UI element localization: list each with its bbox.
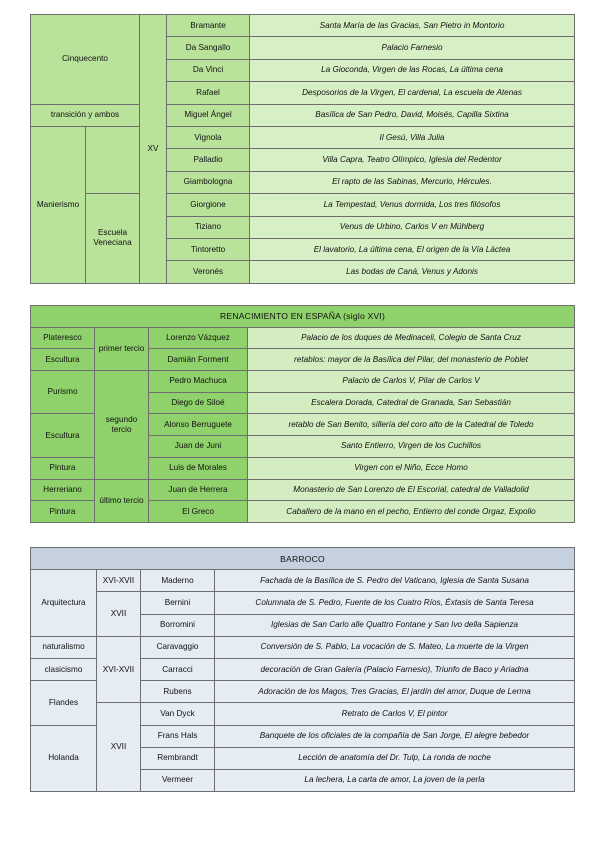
- artist-cell: Tintoretto: [167, 238, 250, 260]
- group-manierismo: Manierismo: [31, 126, 86, 283]
- table-row: [31, 570, 575, 592]
- table-row: [31, 592, 575, 614]
- style-cell: Holanda: [31, 725, 97, 792]
- table-row: [31, 327, 575, 349]
- century-cell: XVI-XVII: [97, 570, 141, 592]
- artist-cell: Rembrandt: [141, 747, 215, 769]
- works-cell: Banquete de los oficiales de la compañía de San Jorge, El alegre bebedor: [215, 725, 575, 747]
- period-cell: primer tercio: [95, 327, 149, 370]
- style-cell: Purismo: [31, 371, 95, 414]
- artist-cell: Da Sangallo: [167, 37, 250, 59]
- group-cinquecento: Cinquecento: [31, 15, 140, 105]
- table-row: [31, 15, 575, 37]
- century-cell: XVII: [97, 703, 141, 792]
- table-row: [31, 371, 575, 393]
- works-cell: La Gioconda, Virgen de las Rocas, La última cena: [250, 59, 575, 81]
- works-cell: Caballero de la mano en el pecho, Entierro del conde Orgaz, Expolio: [248, 501, 575, 523]
- artist-cell: Rubens: [141, 681, 215, 703]
- artist-cell: Juan de Herrera: [149, 479, 248, 501]
- works-cell: Iglesias de San Carlo alle Quattro Fontane y San Ivo della Sapienza: [215, 614, 575, 636]
- style-cell: naturalismo: [31, 636, 97, 658]
- works-cell: El lavatorio, La última cena, El origen de la Vía Láctea: [250, 238, 575, 260]
- works-cell: El rapto de las Sabinas, Mercurio, Hércules.: [250, 171, 575, 193]
- works-cell: decoración de Gran Galería (Palacio Farnesio), Triunfo de Baco y Ariadna: [215, 658, 575, 680]
- works-cell: Basílica de San Pedro, David, Moisés, Capilla Sixtina: [250, 104, 575, 126]
- group-transicion: transición y ambos: [31, 104, 140, 126]
- works-cell: Fachada de la Basílica de S. Pedro del Vaticano, Iglesia de Santa Susana: [215, 570, 575, 592]
- artist-cell: Veronés: [167, 261, 250, 283]
- works-cell: retablos: mayor de la Basílica del Pilar, del monasterio de Poblet: [248, 349, 575, 371]
- works-cell: Lección de anatomía del Dr. Tulp, La ronda de noche: [215, 747, 575, 769]
- artist-cell: Bramante: [167, 15, 250, 37]
- artist-cell: Lorenzo Vázquez: [149, 327, 248, 349]
- artist-cell: Van Dyck: [141, 703, 215, 725]
- works-cell: Las bodas de Caná, Venus y Adonis: [250, 261, 575, 283]
- works-cell: La Tempestad, Venus dormida, Los tres filósofos: [250, 194, 575, 216]
- artist-cell: Rafael: [167, 82, 250, 104]
- works-cell: retablo de San Benito, sillería del coro alto de la Catedral de Toledo: [248, 414, 575, 436]
- table-title: BARROCO: [31, 548, 575, 570]
- group-escuela-veneciana: Escuela Veneciana: [86, 194, 140, 284]
- works-cell: Virgen con el Niño, Ecce Homo: [248, 457, 575, 479]
- style-cell: Herreriano: [31, 479, 95, 501]
- artist-cell: Giambologna: [167, 171, 250, 193]
- works-cell: Palacio de Carlos V, Pilar de Carlos V: [248, 371, 575, 393]
- works-cell: Villa Capra, Teatro Olímpico, Iglesia del Redentor: [250, 149, 575, 171]
- artist-cell: Frans Hals: [141, 725, 215, 747]
- style-cell: clasicismo: [31, 658, 97, 680]
- artist-cell: El Greco: [149, 501, 248, 523]
- works-cell: Palacio de los duques de Medinaceli, Colegio de Santa Cruz: [248, 327, 575, 349]
- works-cell: Columnata de S. Pedro, Fuente de los Cuatro Ríos, Éxtasis de Santa Teresa: [215, 592, 575, 614]
- century-cell: XVII: [97, 592, 141, 636]
- works-cell: La lechera, La carta de amor, La joven de la perla: [215, 769, 575, 791]
- style-cell: Arquitectura: [31, 570, 97, 637]
- style-cell: Pintura: [31, 457, 95, 479]
- table-row: [31, 194, 575, 216]
- artist-cell: Da Vinci: [167, 59, 250, 81]
- artist-cell: Palladio: [167, 149, 250, 171]
- works-cell: Santo Entierro, Virgen de los Cuchillos: [248, 436, 575, 458]
- table-row: [31, 126, 575, 148]
- artist-cell: Diego de Siloé: [149, 392, 248, 414]
- artist-cell: Borromini: [141, 614, 215, 636]
- works-cell: Conversión de S. Pablo, La vocación de S. Mateo, La muerte de la Virgen: [215, 636, 575, 658]
- artist-cell: Maderno: [141, 570, 215, 592]
- works-cell: Escalera Dorada, Catedral de Granada, San Sebastián: [248, 392, 575, 414]
- artist-cell: Caravaggio: [141, 636, 215, 658]
- works-cell: Venus de Urbino, Carlos V en Mühlberg: [250, 216, 575, 238]
- style-cell: Flandes: [31, 681, 97, 725]
- century-xv: XV: [140, 15, 167, 284]
- artist-cell: Pedro Machuca: [149, 371, 248, 393]
- table-title: RENACIMIENTO EN ESPAÑA (siglo XVI): [31, 306, 575, 328]
- artist-cell: Juan de Juni: [149, 436, 248, 458]
- table-row: [31, 636, 575, 658]
- period-cell: último tercio: [95, 479, 149, 522]
- style-cell: Pintura: [31, 501, 95, 523]
- works-cell: Palacio Farnesio: [250, 37, 575, 59]
- table-renacimiento-espana: [30, 305, 575, 523]
- artist-cell: Tiziano: [167, 216, 250, 238]
- works-cell: Santa María de las Gracias, San Pietro in Montorio: [250, 15, 575, 37]
- table-row: [31, 104, 575, 126]
- table-barroco: [30, 547, 575, 792]
- table-row: [31, 703, 575, 725]
- artist-cell: Alonso Berruguete: [149, 414, 248, 436]
- works-cell: Retrato de Carlos V, El pintor: [215, 703, 575, 725]
- artist-cell: Bernini: [141, 592, 215, 614]
- artist-cell: Vignola: [167, 126, 250, 148]
- artist-cell: Vermeer: [141, 769, 215, 791]
- artist-cell: Miguel Ángel: [167, 104, 250, 126]
- table-row: [31, 479, 575, 501]
- table-header-row: [31, 306, 575, 328]
- works-cell: Il Gesú, Villa Julia: [250, 126, 575, 148]
- period-cell: segundo tercio: [95, 371, 149, 479]
- style-cell: Plateresco: [31, 327, 95, 349]
- artist-cell: Giorgione: [167, 194, 250, 216]
- works-cell: Desposorios de la Virgen, El cardenal, La escuela de Atenas: [250, 82, 575, 104]
- artist-cell: Damián Forment: [149, 349, 248, 371]
- works-cell: Monasterio de San Lorenzo de El Escorial, catedral de Valladolid: [248, 479, 575, 501]
- table-renacimiento-italia: [30, 14, 575, 284]
- table-header-row: [31, 548, 575, 570]
- works-cell: Adoración de los Magos, Tres Gracias, El jardín del amor, Duque de Lerma: [215, 681, 575, 703]
- century-cell: XVI-XVII: [97, 636, 141, 703]
- style-cell: Escultura: [31, 414, 95, 457]
- artist-cell: Luis de Morales: [149, 457, 248, 479]
- style-cell: Escultura: [31, 349, 95, 371]
- empty-cell: [86, 126, 140, 193]
- artist-cell: Carracci: [141, 658, 215, 680]
